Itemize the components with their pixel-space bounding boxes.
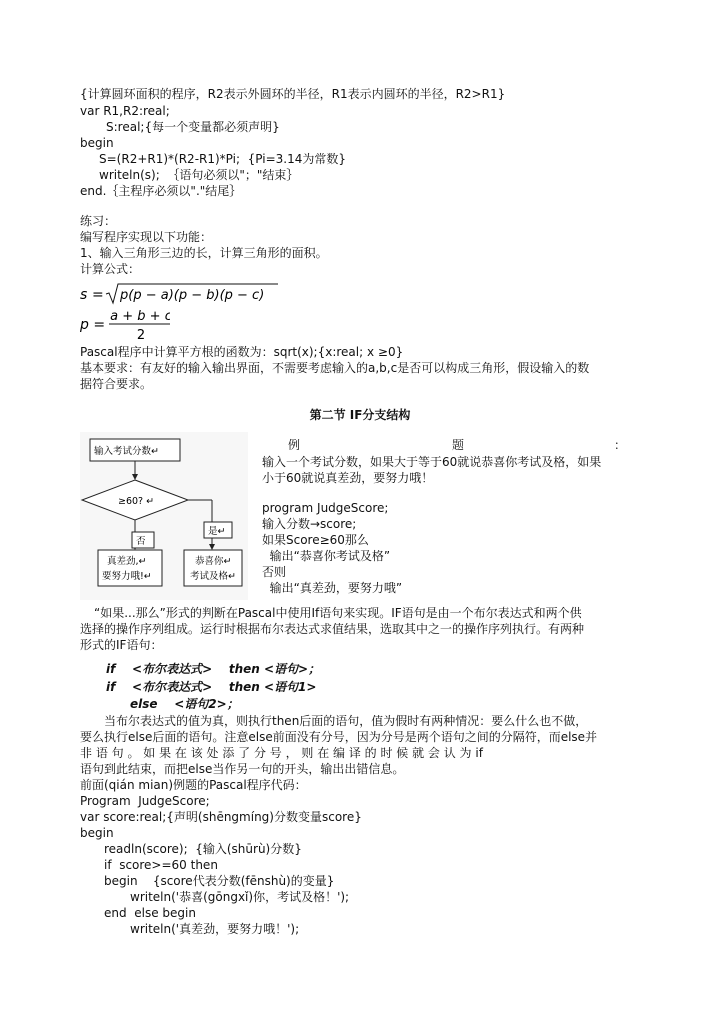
code-svar: S:real;{每一个变量都必须声明} xyxy=(106,120,280,134)
code2-line7: writeln('恭喜(gōngxǐ)你，考试及格！'); xyxy=(130,890,350,904)
code-writeln: writeln(s); ｛语句必须以"；"结束｝ xyxy=(99,168,299,182)
flow-no-label: 否 xyxy=(136,536,146,547)
sqrt-note: Pascal程序中计算平方根的函数为：sqrt(x);{x:real; x ≥0} xyxy=(80,345,404,359)
practice-line3: 计算公式： xyxy=(80,262,141,276)
formula-p-den: 2 xyxy=(136,328,146,342)
section-title: 第二节 IF分支结构 xyxy=(309,408,411,422)
svg-text:=: = xyxy=(92,287,104,303)
formula-p-num: a + b + c xyxy=(110,309,170,324)
explain-q3: 非 语 句 。 如 果 在 该 处 添 了 分 号 ， 则 在 编 译 的 时 候 就 会 认 为 if xyxy=(80,746,483,760)
practice-line2: 1、输入三角形三边的长，计算三角形的面积。 xyxy=(80,246,328,260)
explain-q2: 要么执行else后面的语句。注意else前面没有分号，因为分号是两个语句之间的分隔符，而else并 xyxy=(80,730,598,744)
example-desc1: 输入一个考试分数，如果大于等于60就说恭喜你考试及格，如果 xyxy=(262,455,602,469)
svg-text:s: s xyxy=(80,287,88,303)
flow-good-line1: 恭喜你↵ xyxy=(195,556,232,567)
flowchart xyxy=(80,432,248,600)
code2-line5: if score>=60 then xyxy=(104,858,218,872)
requirement-line1: 基本要求：有友好的输入输出界面，不需要考虑输入的a,b,c是否可以构成三角形，假设输入的数 xyxy=(80,361,590,375)
syntax-else: else <语句2>； xyxy=(130,697,239,711)
syntax-if-then-else: if <布尔表达式> then <语句1> xyxy=(106,680,317,694)
flow-bad-line2: 要努力哦!↵ xyxy=(102,571,152,582)
code-end: end.｛主程序必须以"."结尾｝ xyxy=(80,184,242,198)
flow-input-label: 输入考试分数↵ xyxy=(94,446,159,457)
example-desc2: 小于60就说真差劲，要努力哦！ xyxy=(262,471,434,485)
practice-line1: 编写程序实现以下功能： xyxy=(80,230,213,244)
example-pseudo5: 否则 xyxy=(262,565,287,579)
flowchart-graphic xyxy=(80,432,248,600)
syntax-if-then: if <布尔表达式> then <语句>； xyxy=(106,662,321,676)
code2-line3: begin xyxy=(80,826,114,840)
code-begin: begin xyxy=(80,136,114,150)
code2-line1: Program JudgeScore; xyxy=(80,794,210,808)
practice-heading: 练习： xyxy=(80,214,117,228)
code2-line6: begin {score代表分数(fēnshù)的变量} xyxy=(104,874,335,888)
flow-yes-label: 是↵ xyxy=(208,526,226,537)
explain-q1: 当布尔表达式的值为真，则执行then后面的语句，值为假时有两种情况：要么什么也不做， xyxy=(104,714,588,728)
example-pseudo3: 如果Score≥60那么 xyxy=(262,533,369,547)
code2-line4: readln(score); {输入(shūrù)分数} xyxy=(104,842,302,856)
svg-text:p(p − a)(p − b)(p − c): p(p − a)(p − b)(p − c) xyxy=(120,288,265,303)
code-var: var R1,R2:real; xyxy=(80,104,170,118)
example-pseudo2: 输入分数→score; xyxy=(262,517,357,531)
flow-condition-label: ≥60? ↵ xyxy=(118,496,155,507)
formula-p-graphic xyxy=(80,306,170,342)
example-label-left: 例 xyxy=(288,438,301,452)
explain-p1: “如果...那么”形式的判断在Pascal中使用If语句来实现。IF语句是由一个布尔表达式和两个供 xyxy=(94,606,582,620)
explain-p2: 选择的操作序列组成。运行时根据布尔表达式求值结果，选取其中之一的操作序列执行。有两种 xyxy=(80,622,585,636)
code-comment: {计算圆环面积的程序，R2表示外圆环的半径，R1表示内圆环的半径，R2>R1} xyxy=(80,87,506,101)
flow-good-line2: 考试及格↵ xyxy=(190,571,236,582)
code-assign: S=(R2+R1)*(R2-R1)*Pi; {Pi=3.14为常数} xyxy=(99,152,347,166)
requirement-line2: 据符合要求。 xyxy=(80,377,153,391)
example-pseudo1: program JudgeScore; xyxy=(262,501,389,515)
explain-q4: 语句到此结束，而把else当作另一句的开头，输出出错信息。 xyxy=(80,762,405,776)
code2-line2: var score:real;{声明(shēngmíng)分数变量score} xyxy=(80,810,362,824)
formula-s xyxy=(80,282,280,309)
example-label-right: ： xyxy=(614,438,627,452)
explain-p3: 形式的IF语句： xyxy=(80,638,163,652)
flow-bad-line1: 真差劲,↵ xyxy=(107,556,147,567)
code2-line8: end else begin xyxy=(104,906,196,920)
formula-p xyxy=(80,306,170,345)
example-label-mid: 题 xyxy=(452,438,465,452)
formula-p-left: p = xyxy=(80,317,106,333)
formula-s-graphic xyxy=(80,282,280,306)
code2-intro: 前面(qián mian)例题的Pascal程序代码： xyxy=(80,778,307,792)
code2-line9: writeln('真差劲，要努力哦！'); xyxy=(130,922,300,936)
example-pseudo4: 输出“恭喜你考试及格” xyxy=(262,549,391,563)
example-pseudo6: 输出“真差劲，要努力哦” xyxy=(262,581,403,595)
